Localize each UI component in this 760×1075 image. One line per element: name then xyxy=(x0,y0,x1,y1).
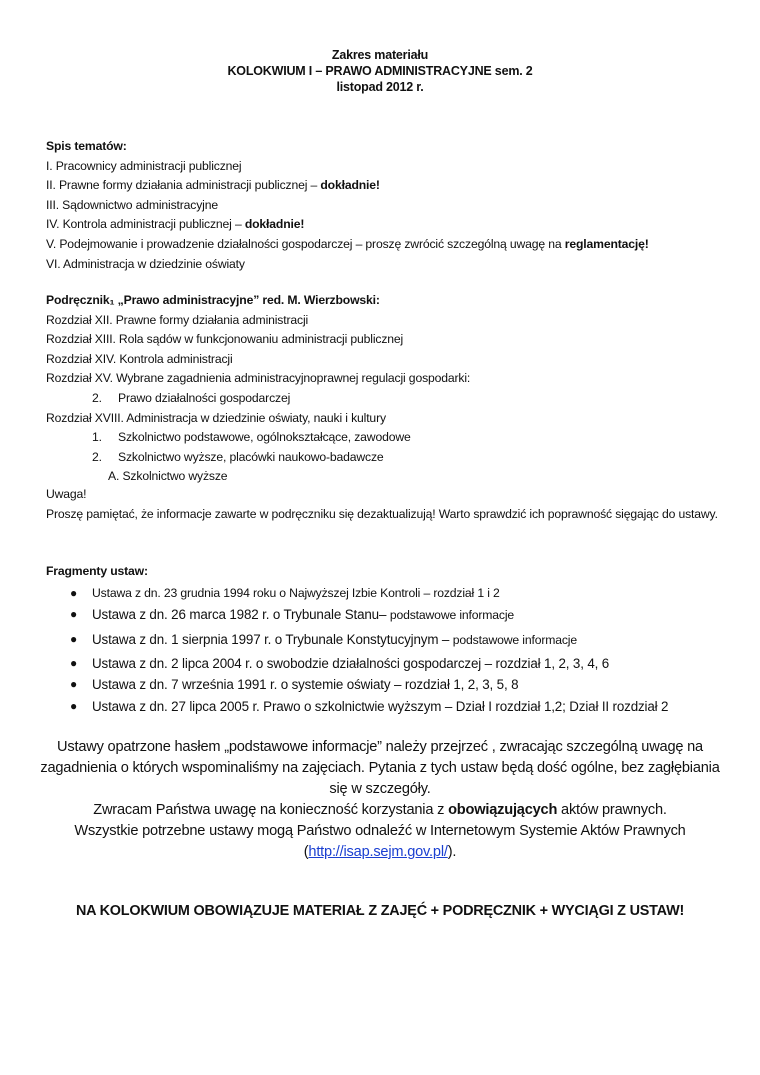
bullet-icon: ● xyxy=(70,698,78,713)
statutes-title: Fragmenty ustaw: xyxy=(46,564,148,578)
topics-title: Spis tematów: xyxy=(46,139,127,153)
bullet-icon: ● xyxy=(70,606,78,621)
warning-text: Proszę pamiętać, że informacje zawarte w podręczniku się dezaktualizują! Warto sprawdzić ich poprawność sięgając do ustawy. xyxy=(46,506,718,521)
isap-link[interactable]: http://isap.sejm.gov.pl/ xyxy=(308,844,448,860)
bullet-icon: ● xyxy=(70,631,78,646)
instructions-link-line: (http://isap.sejm.gov.pl/). xyxy=(303,844,457,860)
chapter-line: Rozdział XVIII. Administracja w dziedzinie oświaty, nauki i kultury xyxy=(46,410,386,425)
chapter-line: Rozdział XIV. Kontrola administracji xyxy=(46,351,233,366)
chapter-line: Rozdział XV. Wybrane zagadnienia administracyjnoprawnej regulacji gospodarki: xyxy=(46,371,471,386)
statute-item: ● Ustawa z dn. 27 lipca 2005 r. Prawo o szkolnictwie wyższym – Dział I rozdział 1,2; Dział II rozdział 2 xyxy=(46,697,668,719)
chapter-line: Rozdział XII. Prawne formy działania administracji xyxy=(46,312,309,327)
instructions-acts-note: Zwracam Państwa uwagę na konieczność korzystania z obowiązujących aktów prawnych. xyxy=(93,802,667,818)
topic-item: I. Pracownicy administracji publicznej xyxy=(46,158,242,173)
chapter-line: Rozdział XIII. Rola sądów w funkcjonowaniu administracji publicznej xyxy=(46,332,404,347)
final-notice: NA KOLOKWIUM OBOWIĄZUJE MATERIAŁ Z ZAJĘĆ + PODRĘCZNIK + WYCIĄGI Z USTAW! xyxy=(75,903,685,919)
document-header xyxy=(0,47,760,95)
bullet-icon: ● xyxy=(70,677,78,692)
header-title: Zakres materiału xyxy=(331,48,429,62)
statute-item: ● Ustawa z dn. 23 grudnia 1994 roku o Najwyższej Izbie Kontroli – rozdział 1 i 2 xyxy=(46,584,668,605)
statute-item: ● Ustawa z dn. 7 września 1991 r. o systemie oświaty – rozdział 1, 2, 3, 5, 8 xyxy=(46,675,668,697)
textbook-section xyxy=(46,291,470,487)
statutes-list xyxy=(46,584,668,719)
bullet-icon: ● xyxy=(70,585,78,600)
topic-item: II. Prawne formy działania administracji publicznej – dokładnie! xyxy=(46,178,380,193)
chapter-subitem: 2. Prawo działalności gospodarczej xyxy=(92,390,291,405)
statute-item: ● Ustawa z dn. 1 sierpnia 1997 r. o Trybunale Konstytucyjnym – podstawowe informacje xyxy=(46,630,668,654)
topic-item: VI. Administracja w dziedzinie oświaty xyxy=(46,256,245,271)
instructions-text: Ustawy opatrzone hasłem „podstawowe informacje” należy przejrzeć , zwracając szczególną uwagę na zagadnienia o których wspominaliśmy na zajęciach. Pytania z tych ustaw będą dość ogólne, bez zagłębiania się w szczegóły. xyxy=(40,739,720,797)
instructions-paragraph xyxy=(30,737,730,863)
warning-title: Uwaga! xyxy=(46,487,87,501)
statutes-section xyxy=(46,562,668,718)
topic-item: V. Podejmowanie i prowadzenie działalności gospodarczej – proszę zwrócić szczególną uwagę na reglamentację! xyxy=(46,236,649,251)
instructions-isap-note: Wszystkie potrzebne ustawy mogą Państwo odnaleźć w Internetowym Systemie Aktów Prawnych xyxy=(74,823,686,839)
topic-item: III. Sądownictwo administracyjne xyxy=(46,197,218,212)
topics-section xyxy=(46,137,649,274)
topic-item: IV. Kontrola administracji publicznej – dokładnie! xyxy=(46,217,305,232)
chapter-subitem: 2. Szkolnictwo wyższe, placówki naukowo-badawcze xyxy=(92,449,384,464)
statute-item: ● Ustawa z dn. 2 lipca 2004 r. o swobodzie działalności gospodarczej – rozdział 1, 2, 3, 4, 6 xyxy=(46,654,668,676)
warning-note xyxy=(46,485,726,524)
header-subject: KOLOKWIUM I – PRAWO ADMINISTRACYJNE sem. 2 xyxy=(227,64,533,78)
statute-item: ● Ustawa z dn. 26 marca 1982 r. o Trybunale Stanu– podstawowe informacje xyxy=(46,605,668,630)
header-date: listopad 2012 r. xyxy=(336,80,424,94)
chapter-subsection: A. Szkolnictwo wyższe xyxy=(108,469,228,484)
bullet-icon: ● xyxy=(70,655,78,670)
textbook-title: Podręcznik₁ „Prawo administracyjne” red. M. Wierzbowski: xyxy=(46,293,380,307)
chapter-subitem: 1. Szkolnictwo podstawowe, ogólnokształcące, zawodowe xyxy=(92,430,411,445)
